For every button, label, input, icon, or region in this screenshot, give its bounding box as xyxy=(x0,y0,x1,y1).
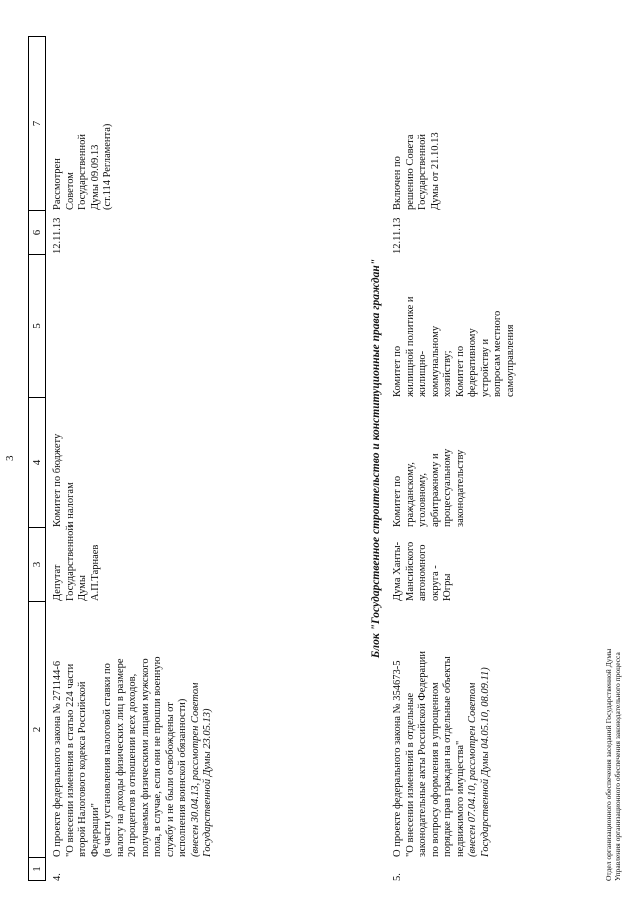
status: Рассмотрен Советом Государственной Думы 09.09.13 (ст.114 Регламента) xyxy=(52,123,113,210)
bill-title: О проекте федерального закона № 354673-5 "О внесении изменений в отдельные законодательные акты Российской Федерации по вопросу оформления в упрощенном порядке прав граждан на отдельные объекты недвижимого имущества" xyxy=(392,650,466,857)
page-number: 3 xyxy=(4,455,16,461)
block-heading: Блок "Государственное строительство и конституционные права граждан" xyxy=(370,258,382,659)
initiator: Депутат Государственной Думы А.П.Тарнаев xyxy=(52,525,101,601)
row-number: 4. xyxy=(52,873,63,881)
lead-committee: Комитет по гражданскому, уголовному, арбитражному и процессуальному законодательству xyxy=(392,448,466,527)
bill-description xyxy=(392,601,517,857)
date: 12.11.13 xyxy=(52,217,63,254)
table-header xyxy=(28,36,46,881)
table-row xyxy=(392,36,517,881)
row-number: 5. xyxy=(392,873,403,881)
header-col-7: 7 xyxy=(28,36,46,210)
header-col-4: 4 xyxy=(28,397,46,527)
header-col-2: 2 xyxy=(28,601,46,857)
co-committees xyxy=(52,254,215,397)
header-col-5: 5 xyxy=(28,254,46,397)
co-committees: Комитет по жилищной политике и жилищно- коммунальному хозяйству; Комитет по федеративному устройству и вопросам местного самоуправления xyxy=(392,296,516,397)
lead-committee: Комитет по бюджету и налогам xyxy=(52,433,76,527)
header-col-3: 3 xyxy=(28,527,46,601)
bill-title: О проекте федерального закона № 271144-6 "О внесении изменения в статью 224 части второй Налогового кодекса Российской Федерации" (в части установления налоговой ставки по налогу на доходы физических лиц в размере 20 процентов в отношении всех доходов, получаемых физическими лицами мужского пола, в случае, если они не прошли военную службу и не были освобождены от исполнения воинской обязанности) xyxy=(52,656,188,857)
status: Включен по решению Совета Государственной Думы от 21.10.13 xyxy=(392,132,441,210)
bill-submission-note: (внесен 30.04.13, рассмотрен Советом Государственной Думы 23.05.13) xyxy=(189,682,213,857)
initiator: Дума Ханты- Мансийского автономного округа - Югры xyxy=(392,541,453,601)
date: 12.11.13 xyxy=(392,217,403,254)
bill-description xyxy=(52,601,215,857)
table-row xyxy=(52,36,215,881)
header-col-1: 1 xyxy=(28,857,46,881)
footer-note: Отдел организационного обеспечения заседаний Государственной Думы Управления организационного обеспечения законодательного процесса xyxy=(604,648,622,881)
header-col-6: 6 xyxy=(28,210,46,254)
bill-submission-note: (внесен 07.04.10, рассмотрен Советом Государственной Думы 04.05.10, 08.09.11) xyxy=(467,667,491,857)
